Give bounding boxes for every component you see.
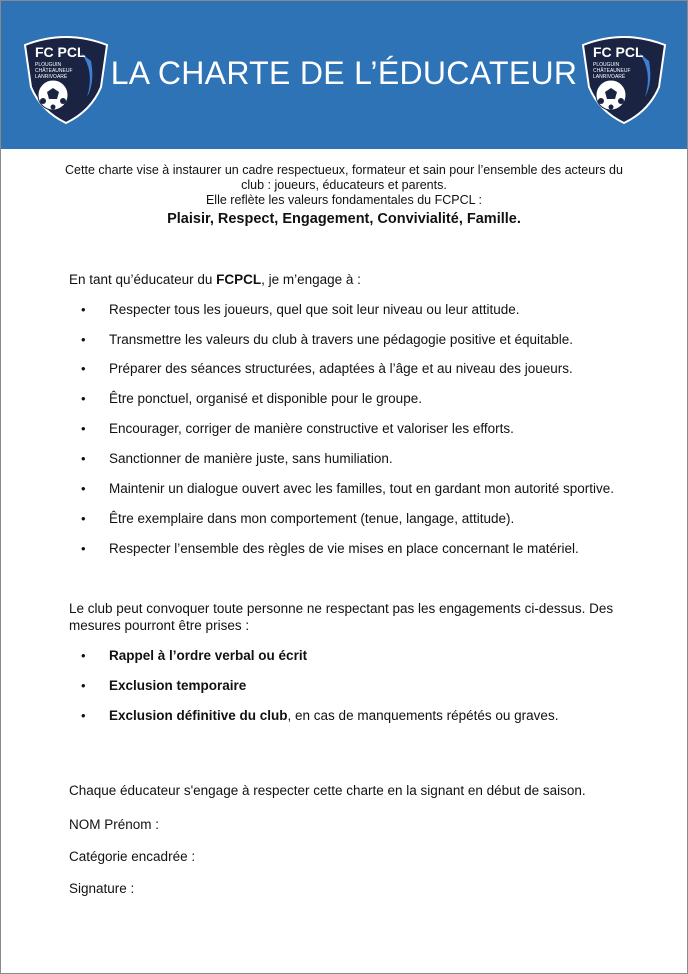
- sanction-item-text: [109, 706, 558, 726]
- sanctions-lead-line-1: Le club peut convoquer toute personne ne respectant pas les engagements ci-dessus. Des: [69, 601, 614, 616]
- signature-field-label: Signature :: [69, 881, 135, 896]
- sanction-item-text: [109, 646, 307, 666]
- bullet-icon: •: [81, 511, 86, 526]
- crest-text-line3: CHÂTEAUNEUF: [593, 68, 631, 74]
- commitment-item-text: Être exemplaire dans mon comportement (tenue, langage, attitude).: [109, 511, 515, 526]
- name-field-label: NOM Prénom :: [69, 817, 160, 832]
- sanction-item-bold: Rappel à l’ordre verbal ou écrit: [109, 648, 308, 663]
- commitment-item-text: Respecter tous les joueurs, quel que soit leur niveau ou leur attitude.: [109, 302, 520, 317]
- sanctions-lead: [69, 600, 635, 634]
- commitment-lead: [69, 271, 635, 288]
- bullet-icon: •: [81, 648, 86, 663]
- intro-block: [61, 163, 627, 228]
- commitment-item-text: Être ponctuel, organisé et disponible pour le groupe.: [109, 391, 422, 406]
- commitment-item-text: Encourager, corriger de manière constructive et valoriser les efforts.: [109, 421, 514, 436]
- bullet-icon: •: [81, 302, 86, 317]
- club-crest-right-icon: [579, 31, 669, 125]
- intro-line-2: club : joueurs, éducateurs et parents.: [241, 178, 447, 192]
- sanction-item-bold: Exclusion définitive du club: [109, 708, 288, 723]
- commitment-lead-club: FCPCL: [216, 272, 262, 287]
- header-banner: [1, 1, 687, 149]
- bullet-icon: •: [81, 361, 86, 376]
- commitment-item-text: Maintenir un dialogue ouvert avec les familles, tout en gardant mon autorité sportive.: [109, 481, 615, 496]
- bullet-icon: •: [81, 451, 86, 466]
- sanction-item-bold: Exclusion temporaire: [109, 678, 247, 693]
- bullet-icon: •: [81, 541, 86, 556]
- intro-line-3: Elle reflète les valeurs fondamentales du FCPCL :: [205, 193, 483, 207]
- crest-text-fcpcl: FC PCL: [593, 44, 644, 60]
- sanctions-lead-line-2: mesures pourront être prises :: [69, 618, 250, 633]
- commitment-item-text: Respecter l’ensemble des règles de vie mises en place concernant le matériel.: [109, 541, 579, 556]
- crest-text-line4: LANRIVOARÉ: [35, 74, 68, 80]
- bullet-icon: •: [81, 678, 86, 693]
- bullet-icon: •: [81, 708, 86, 723]
- sanction-item-rest: , en cas de manquements répétés ou graves.: [287, 708, 559, 723]
- crest-text-fcpcl: FC PCL: [35, 44, 86, 60]
- commitment-item-text: Préparer des séances structurées, adaptées à l’âge et au niveau des joueurs.: [109, 361, 573, 376]
- page-title: LA CHARTE DE L’ÉDUCATEUR: [110, 55, 578, 91]
- sanction-item-text: [109, 676, 246, 696]
- crest-text-line2: PLOUGUIN: [35, 62, 62, 68]
- signature-statement: Chaque éducateur s'engage à respecter cette charte en la signant en début de saison.: [69, 783, 586, 798]
- bullet-icon: •: [81, 481, 86, 496]
- club-values: Plaisir, Respect, Engagement, Convivialité, Famille.: [167, 211, 521, 227]
- crest-text-line3: CHÂTEAUNEUF: [35, 68, 73, 74]
- bullet-icon: •: [81, 391, 86, 406]
- commitment-item-text: Transmettre les valeurs du club à travers une pédagogie positive et équitable.: [109, 332, 574, 347]
- commitment-lead-start: En tant qu’éducateur du: [69, 272, 217, 287]
- commitment-item-text: Sanctionner de manière juste, sans humiliation.: [109, 451, 393, 466]
- crest-text-line2: PLOUGUIN: [593, 62, 620, 68]
- intro-line-1: Cette charte vise à instaurer un cadre respectueux, formateur et sain pour l’ensemble des acteurs du: [65, 163, 623, 177]
- bullet-icon: •: [81, 332, 86, 347]
- crest-text-line4: LANRIVOARÉ: [593, 74, 626, 80]
- bullet-icon: •: [81, 421, 86, 436]
- commitment-lead-end: , je m’engage à :: [261, 272, 361, 287]
- category-field-label: Catégorie encadrée :: [69, 849, 196, 864]
